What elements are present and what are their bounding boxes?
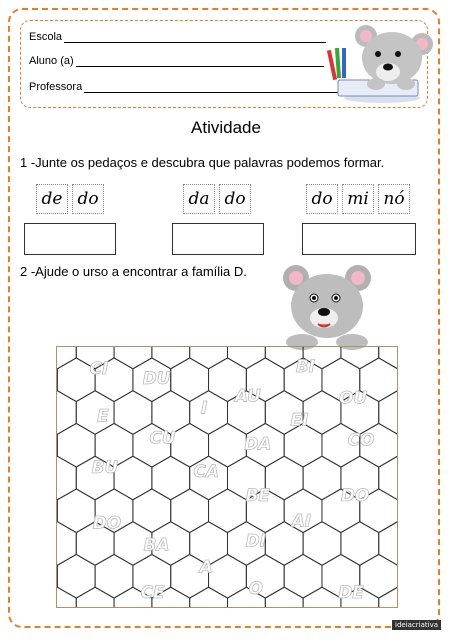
puzzle-cell [341, 346, 379, 369]
school-line[interactable] [64, 31, 326, 43]
puzzle-cell [56, 391, 76, 435]
puzzle-cell [379, 456, 398, 500]
puzzle-cell [57, 423, 95, 467]
puzzle-syllable[interactable]: BA [143, 534, 170, 555]
puzzle-syllable[interactable]: EI [290, 409, 309, 430]
puzzle-cell [190, 587, 228, 608]
question-1: 1 -Junte os pedaços e descubra que palavras podemos formar. [20, 155, 385, 170]
puzzle-cell [265, 456, 303, 500]
puzzle-cell [379, 346, 398, 369]
puzzle-syllable[interactable]: DA [244, 433, 272, 454]
teacher-label: Professora [29, 81, 83, 93]
puzzle-cell [114, 456, 152, 500]
hexagon-puzzle [56, 346, 398, 608]
syllable-card: do [72, 184, 104, 214]
syllable-card: do [219, 184, 251, 214]
footer-logo: ideiacriativa [392, 620, 441, 630]
puzzle-syllable[interactable]: OU [339, 387, 368, 408]
puzzle-syllable[interactable]: CE [140, 582, 165, 603]
puzzle-cell [284, 423, 322, 467]
school-label: Escola [29, 31, 63, 43]
puzzle-cell [114, 391, 152, 435]
puzzle-cell [114, 346, 152, 369]
syllable-card: do [306, 184, 338, 214]
puzzle-syllable[interactable]: AI [291, 510, 312, 531]
puzzle-cell [209, 554, 247, 598]
puzzle-cell [190, 346, 228, 369]
puzzle-syllable[interactable]: CI [89, 357, 109, 378]
puzzle-cell [133, 489, 171, 533]
puzzle-cell [190, 391, 228, 435]
puzzle-cell [56, 346, 76, 369]
puzzle-cell [227, 346, 265, 369]
teacher-field [29, 81, 374, 93]
puzzle-syllable[interactable]: CO [347, 429, 375, 450]
syllable-card: nó [378, 184, 410, 214]
puzzle-cell [171, 358, 209, 402]
puzzle-syllable[interactable]: DO [340, 484, 370, 505]
puzzle-syllable[interactable]: DO [92, 512, 122, 533]
puzzle-cell [57, 554, 95, 598]
puzzle-cell [76, 587, 114, 608]
school-field [29, 31, 326, 43]
puzzle-cell [303, 456, 341, 500]
question-2: 2 -Ajude o urso a encontrar a família D. [20, 264, 247, 279]
puzzle-cell [57, 489, 95, 533]
puzzle-cell [56, 456, 76, 500]
answer-box-1[interactable] [24, 223, 116, 255]
puzzle-cell [303, 587, 341, 608]
puzzle-syllable[interactable]: O [248, 578, 263, 599]
puzzle-cell [284, 554, 322, 598]
puzzle-syllable[interactable]: DI [245, 530, 266, 551]
syllable-card: de [36, 184, 68, 214]
puzzle-cell [171, 489, 209, 533]
puzzle-syllable[interactable]: DU [142, 367, 171, 388]
syllable-card: mi [342, 184, 374, 214]
puzzle-cell [152, 456, 190, 500]
puzzle-syllable[interactable]: A [199, 556, 213, 577]
puzzle-cell [209, 489, 247, 533]
bear-with-pencils-icon [326, 22, 438, 104]
page-title: Atividade [191, 118, 261, 137]
puzzle-syllable[interactable]: I [201, 397, 208, 418]
puzzle-syllable[interactable]: BE [245, 484, 270, 505]
puzzle-syllable[interactable]: E [97, 405, 109, 426]
puzzle-cell [56, 522, 76, 566]
peeking-bear-icon [272, 258, 382, 350]
puzzle-cell [360, 554, 398, 598]
puzzle-cell [379, 522, 398, 566]
syllable-card: da [183, 184, 215, 214]
puzzle-cell [379, 587, 398, 608]
puzzle-cell [303, 391, 341, 435]
puzzle-syllable[interactable]: CU [149, 427, 176, 448]
puzzle-cell [56, 587, 76, 608]
puzzle-syllable[interactable]: BU [91, 457, 119, 478]
puzzle-syllable[interactable]: CA [193, 461, 219, 482]
puzzle-syllable[interactable]: AU [234, 385, 261, 406]
student-label: Aluno (a) [29, 55, 74, 67]
puzzle-cell [152, 346, 190, 369]
puzzle-cell [341, 522, 379, 566]
puzzle-cell [95, 554, 133, 598]
puzzle-syllable[interactable]: BI [295, 355, 315, 376]
answer-box-2[interactable] [172, 223, 264, 255]
student-field [29, 55, 324, 67]
answer-box-3[interactable] [302, 223, 416, 255]
student-line[interactable] [76, 55, 324, 67]
puzzle-cell [379, 391, 398, 435]
puzzle-cell [265, 587, 303, 608]
puzzle-syllable[interactable]: DE [338, 582, 364, 603]
